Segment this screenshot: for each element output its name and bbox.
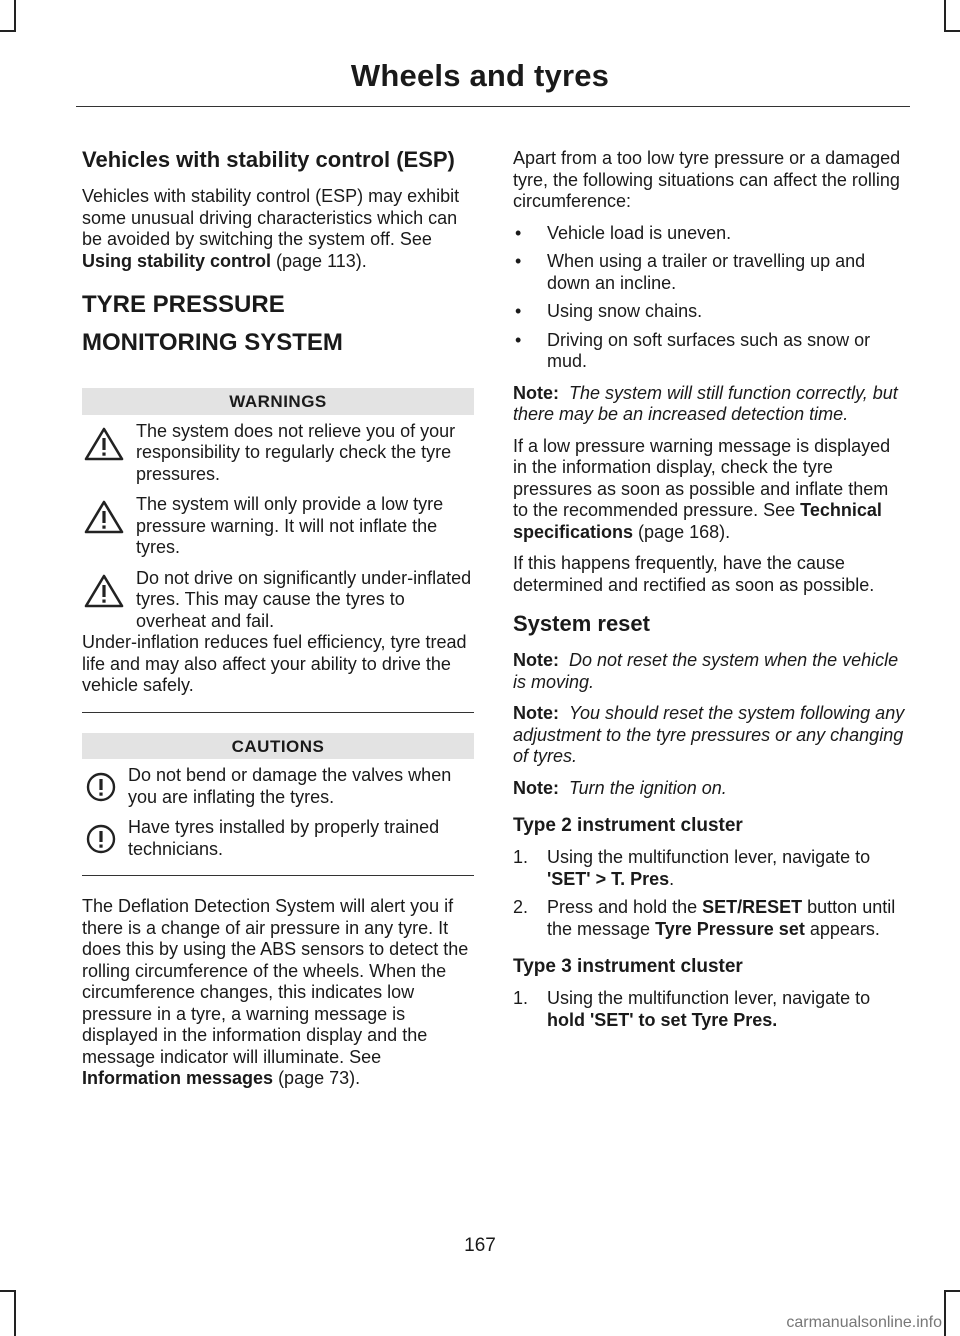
circumference-factors-list: [513, 223, 907, 373]
esp-heading: Vehicles with stability control (ESP): [82, 147, 455, 172]
tpms-heading-line-2: MONITORING SYSTEM: [82, 329, 343, 356]
crop-mark-bottom-left-v: [14, 1290, 16, 1336]
watermark: carmanualsonline.info: [786, 1314, 942, 1331]
crop-mark-top-right-v: [944, 0, 946, 32]
crop-mark-top-left-v: [14, 0, 16, 32]
warning-triangle-icon: [84, 427, 124, 461]
caution-circle-icon: [86, 772, 116, 802]
esp-link[interactable]: Using stability control: [82, 250, 272, 271]
frequent-paragraph: If this happens frequently, have the cause determined and rectified as soon as possible.: [513, 553, 875, 595]
note-text: The system will still function correctly, but there may be an increased detection time.: [513, 382, 898, 424]
crop-mark-bottom-right-h: [944, 1290, 960, 1292]
list-item: [513, 847, 907, 890]
list-item: [513, 988, 907, 1031]
warning-item: [82, 421, 474, 486]
right-column: [513, 148, 907, 1041]
note-text: Turn the ignition on.: [569, 777, 727, 798]
warning-text: Do not drive on significantly under-inflated tyres. This may cause the tyres to overheat and fail.: [136, 567, 472, 631]
page-number: 167: [464, 1235, 496, 1256]
message-name: Tyre Pressure set: [655, 918, 805, 939]
caution-text: Have tyres installed by properly trained technicians.: [128, 817, 440, 859]
header-divider: [76, 106, 910, 107]
type2-heading: Type 2 instrument cluster: [513, 815, 743, 836]
low-pressure-paragraph: [513, 436, 907, 544]
caution-text: Do not bend or damage the valves when you are inflating the tyres.: [128, 765, 452, 807]
list-item: [513, 897, 907, 940]
step-text: Press and hold the: [547, 897, 703, 917]
button-name: SET/RESET: [702, 897, 803, 917]
system-reset-heading: System reset: [513, 611, 650, 636]
note-2: [513, 650, 907, 693]
tpms-heading: [82, 290, 474, 358]
esp-page: (page 113).: [271, 250, 367, 271]
menu-path: 'SET' > T. Pres: [547, 868, 670, 889]
tpms-heading-line-1: TYRE PRESSURE: [82, 291, 285, 318]
page-title: Wheels and tyres: [350, 58, 610, 93]
note-text: You should reset the system following any adjustment to the tyre pressures or any changing of tyres.: [513, 703, 905, 766]
step-text: button until the message: [547, 897, 896, 939]
warning-text: The system does not relieve you of your responsibility to regularly check the tyre pressures.: [136, 420, 456, 484]
step-number: 1.: [513, 988, 529, 1008]
note-label: Note:: [513, 703, 559, 723]
intro-paragraph: Apart from a too low tyre pressure or a damaged tyre, the following situations can affect the rolling circumference:: [513, 148, 901, 211]
step-text: .: [669, 868, 675, 889]
deflation-text: The Deflation Detection System will alert you if there is a change of air pressure in any tyre. It does this by using the ABS sensors to detect the rolling circumference of the wheels. When the circumference changes, this indicates low pressure in a tyre, a warning message is displayed in the information display and the message indicator will illuminate. See: [82, 896, 469, 1067]
list-item: • When using a trailer or travelling up and down an incline.: [513, 251, 907, 294]
type2-steps: [513, 847, 907, 940]
warning-tail-text: Under-inflation reduces fuel efficiency, tyre tread life and may also affect your ability to drive the vehicle safely.: [82, 632, 467, 695]
crop-mark-top-left-h: [0, 30, 16, 32]
page-header: [0, 58, 960, 94]
type3-heading: Type 3 instrument cluster: [513, 956, 743, 977]
type3-steps: [513, 988, 907, 1031]
deflation-page: (page 73).: [273, 1068, 361, 1088]
warnings-banner: WARNINGS: [82, 388, 474, 415]
note-text: Do not reset the system when the vehicle is moving.: [513, 650, 899, 692]
caution-item: [82, 817, 474, 860]
low-pressure-page: (page 168).: [633, 521, 731, 542]
crop-mark-bottom-left-h: [0, 1290, 16, 1292]
deflation-link[interactable]: Information messages: [82, 1068, 274, 1088]
list-item: • Using snow chains.: [513, 301, 907, 323]
note-4: [513, 778, 907, 800]
step-number: 1.: [513, 847, 529, 867]
note-1: [513, 383, 907, 426]
list-item: • Vehicle load is uneven.: [513, 223, 907, 245]
warning-text: The system will only provide a low tyre pressure warning. It will not inflate the tyres.: [136, 494, 444, 557]
crop-mark-bottom-right-v: [944, 1290, 946, 1336]
note-3: [513, 703, 907, 768]
esp-paragraph: [82, 186, 474, 272]
esp-text: Vehicles with stability control (ESP) may exhibit some unusual driving characteristics which can be avoided by switching the system off. See: [82, 186, 460, 249]
warning-item: [82, 494, 474, 559]
left-column: [82, 148, 474, 1100]
warning-triangle-icon: [84, 574, 124, 608]
step-number: 2.: [513, 897, 529, 917]
step-text: Using the multifunction lever, navigate to: [547, 988, 871, 1008]
warning-item: [82, 568, 474, 633]
crop-mark-top-right-h: [944, 30, 960, 32]
note-label: Note:: [513, 382, 559, 403]
list-item: • Driving on soft surfaces such as snow or mud.: [513, 330, 907, 373]
caution-item: [82, 765, 474, 808]
note-label: Note:: [513, 777, 559, 798]
cautions-banner: CAUTIONS: [82, 733, 474, 760]
step-text: appears.: [804, 918, 880, 939]
deflation-paragraph: [82, 896, 474, 1090]
step-text: Using the multifunction lever, navigate to: [547, 847, 871, 867]
note-label: Note:: [513, 650, 559, 670]
caution-circle-icon: [86, 824, 116, 854]
low-pressure-text: If a low pressure warning message is displayed in the information display, check the tyre pressures as soon as possible and inflate them to the recommended pressure. See: [513, 435, 891, 520]
warning-triangle-icon: [84, 500, 124, 534]
technical-specifications-link[interactable]: Technical specifications: [513, 500, 882, 542]
menu-path: hold 'SET' to set Tyre Pres.: [547, 1009, 778, 1030]
